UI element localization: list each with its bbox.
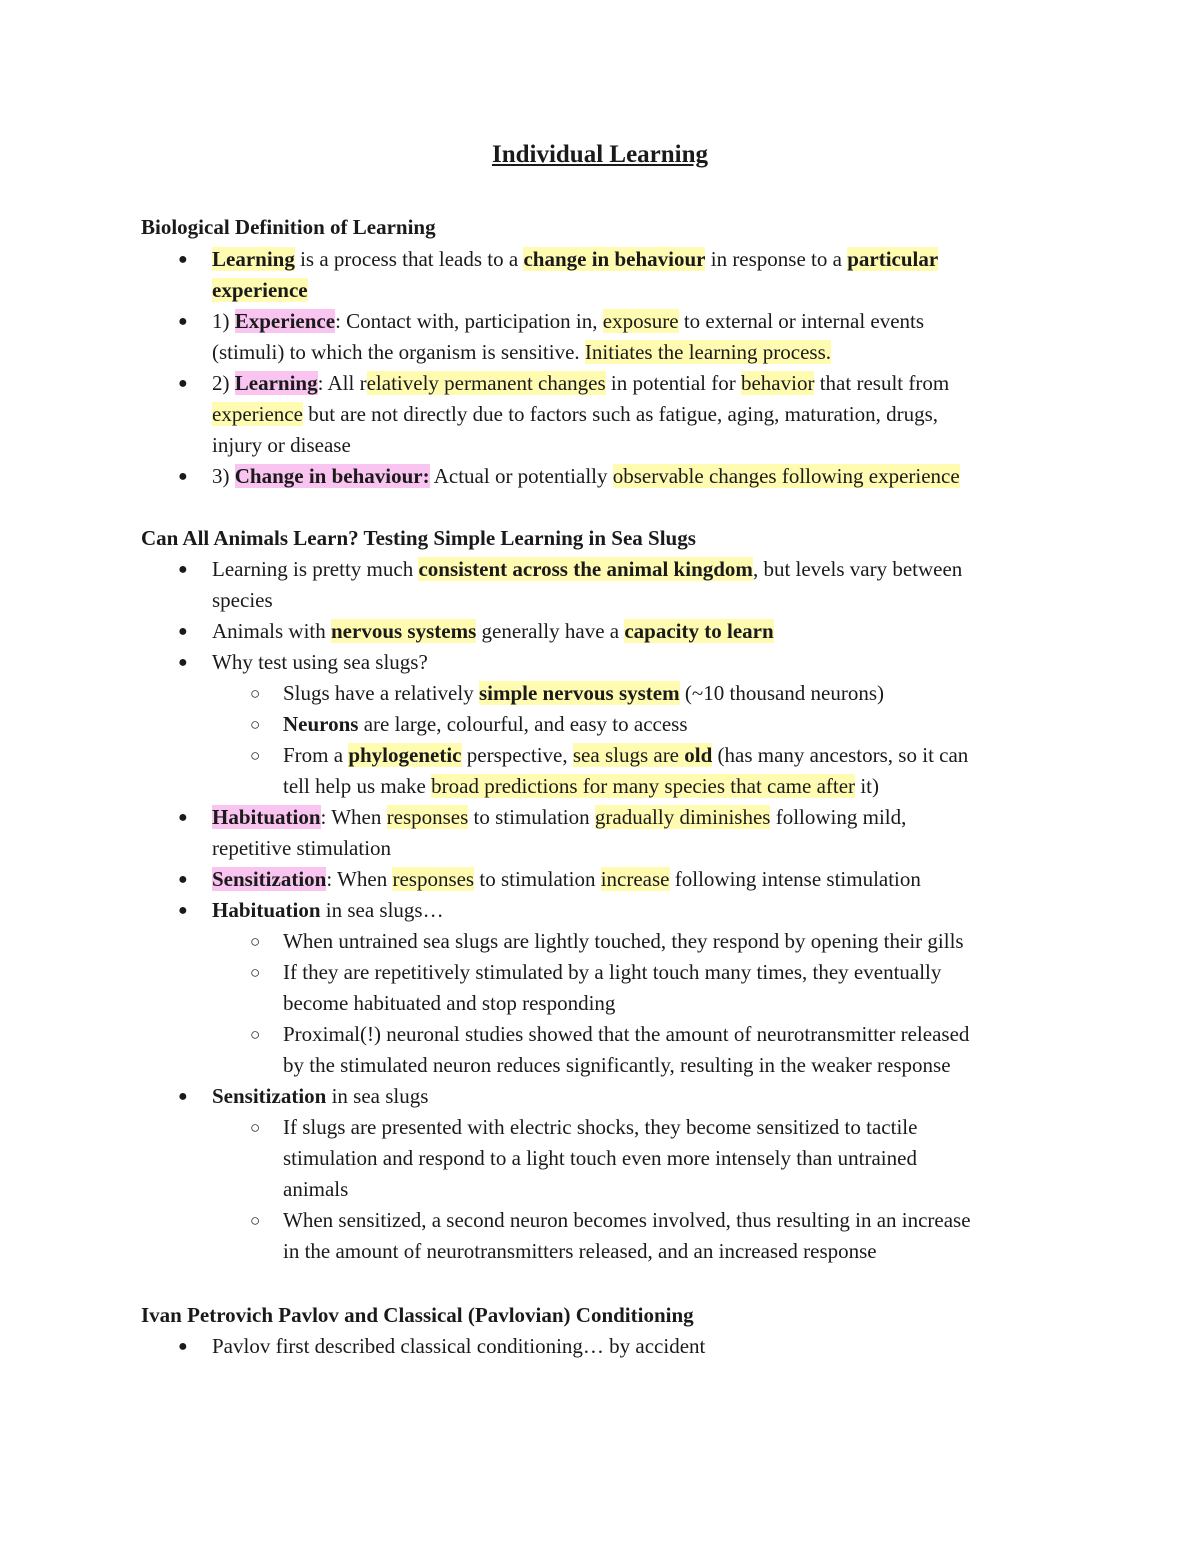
list-item: Habituation: When responses to stimulation gradually diminishes following mild,	[212, 805, 907, 829]
sub-bullet-icon: ○	[250, 963, 261, 982]
sub-bullet-icon: ○	[250, 932, 261, 951]
sub-list-item: Neurons are large, colourful, and easy to access	[283, 712, 688, 736]
bullet-icon: ●	[178, 313, 188, 330]
bullet-icon: ●	[178, 871, 188, 888]
list-item-continuation: experience but are not directly due to factors such as fatigue, aging, maturation, drugs,	[212, 402, 939, 426]
list-item: Sensitization in sea slugs	[212, 1084, 429, 1108]
sub-list-item: When sensitized, a second neuron becomes involved, thus resulting in an increase	[283, 1208, 971, 1232]
sub-bullet-icon: ○	[250, 684, 261, 703]
sub-bullet-icon: ○	[250, 746, 261, 765]
list-item-continuation: injury or disease	[212, 433, 351, 457]
sub-list-item-continuation: animals	[283, 1177, 349, 1201]
sub-list-item: If they are repetitively stimulated by a light touch many times, they eventually	[283, 960, 942, 984]
sub-list-item: From a phylogenetic perspective, sea slugs are old (has many ancestors, so it can	[283, 743, 969, 767]
bullet-icon: ●	[178, 375, 188, 392]
section-heading-pavlov: Ivan Petrovich Pavlov and Classical (Pavlovian) Conditioning	[141, 1303, 694, 1327]
list-item: Learning is a process that leads to a change in behaviour in response to a particular	[212, 247, 939, 271]
section-heading-biological-definition: Biological Definition of Learning	[141, 215, 436, 239]
list-item-continuation: repetitive stimulation	[212, 836, 392, 860]
sub-bullet-icon: ○	[250, 715, 261, 734]
bullet-icon: ●	[178, 468, 188, 485]
bullet-icon: ●	[178, 809, 188, 826]
bullet-icon: ●	[178, 902, 188, 919]
sub-list-item-continuation: tell help us make broad predictions for many species that came after it)	[283, 774, 879, 798]
list-item: Pavlov first described classical conditioning… by accident	[212, 1334, 706, 1358]
sub-list-item: If slugs are presented with electric shocks, they become sensitized to tactile	[283, 1115, 918, 1139]
list-item: Habituation in sea slugs…	[212, 898, 444, 922]
bullet-icon: ●	[178, 561, 188, 578]
bullet-icon: ●	[178, 623, 188, 640]
bullet-icon: ●	[178, 1088, 188, 1105]
list-item-continuation: (stimuli) to which the organism is sensitive. Initiates the learning process.	[212, 340, 832, 364]
sub-list-item-continuation: stimulation and respond to a light touch even more intensely than untrained	[283, 1146, 917, 1170]
list-item: 2) Learning: All relatively permanent changes in potential for behavior that result from	[212, 371, 950, 395]
list-item: 1) Experience: Contact with, participation in, exposure to external or internal events	[212, 309, 925, 333]
sub-bullet-icon: ○	[250, 1118, 261, 1137]
sub-list-item-continuation: by the stimulated neuron reduces significantly, resulting in the weaker response	[283, 1053, 951, 1077]
sub-list-item: When untrained sea slugs are lightly touched, they respond by opening their gills	[283, 929, 964, 953]
bullet-icon: ●	[178, 1338, 188, 1355]
list-item: Sensitization: When responses to stimulation increase following intense stimulation	[212, 867, 921, 891]
list-item: 3) Change in behaviour: Actual or potentially observable changes following experience	[212, 464, 960, 488]
list-item: Animals with nervous systems generally have a capacity to learn	[212, 619, 774, 643]
list-item: Why test using sea slugs?	[212, 650, 428, 674]
bullet-icon: ●	[178, 654, 188, 671]
sub-bullet-icon: ○	[250, 1025, 261, 1044]
section-heading-sea-slugs: Can All Animals Learn? Testing Simple Learning in Sea Slugs	[141, 526, 696, 550]
sub-list-item-continuation: become habituated and stop responding	[283, 991, 616, 1015]
sub-list-item: Proximal(!) neuronal studies showed that the amount of neurotransmitter released	[283, 1022, 970, 1046]
document-title: Individual Learning	[491, 141, 709, 168]
sub-list-item-continuation: in the amount of neurotransmitters released, and an increased response	[283, 1239, 877, 1263]
list-item-continuation: species	[212, 588, 273, 612]
bullet-icon: ●	[178, 251, 188, 268]
list-item: Learning is pretty much consistent across the animal kingdom, but levels vary between	[212, 557, 963, 581]
list-item-continuation: experience	[212, 278, 308, 302]
sub-bullet-icon: ○	[250, 1211, 261, 1230]
sub-list-item: Slugs have a relatively simple nervous system (~10 thousand neurons)	[283, 681, 885, 705]
